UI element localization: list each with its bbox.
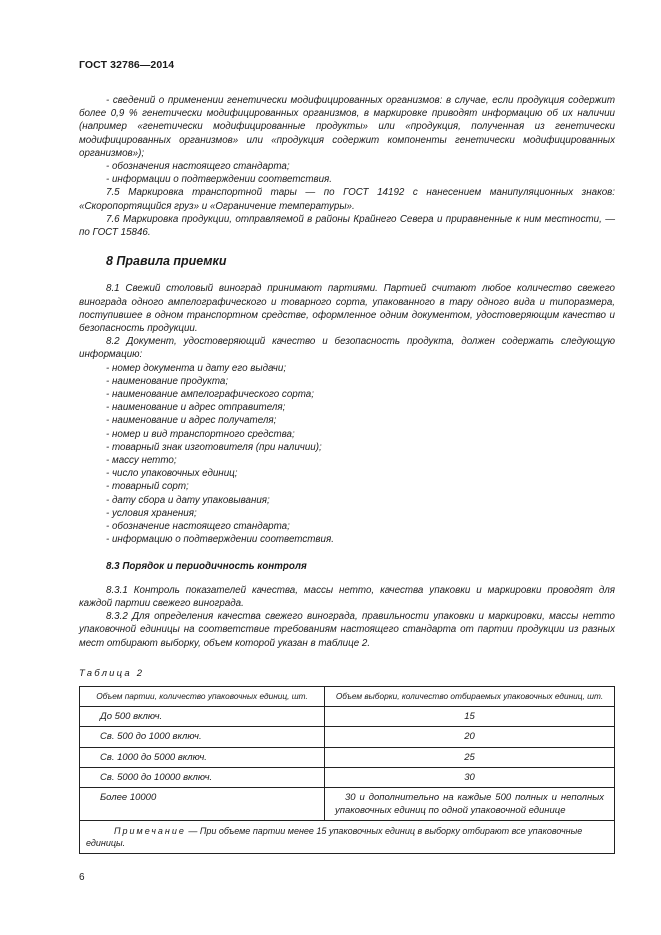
paragraph-8-2: 8.2 Документ, удостоверяющий качество и безопасность продукта, должен содержать следующую информацию: bbox=[79, 336, 615, 361]
paragraph-8-3-2: 8.3.2 Для определения качества свежего винограда, правильности упаковки и маркировки, массы нетто упаковочной единицы на соответствие требованиям настоящего стандарта от партии продукции из разных мест отбирают выборку, объем которой указан в таблице 2. bbox=[79, 611, 615, 649]
list-item: - информацию о подтверждении соответствия. bbox=[106, 534, 334, 546]
paragraph-7-6: 7.6 Маркировка продукции, отправляемой в районы Крайнего Севера и приравненные к ним местности, — по ГОСТ 15846. bbox=[79, 213, 615, 239]
list-item: - обозначение настоящего стандарта; bbox=[106, 521, 290, 533]
list-item: - наименование и адрес отправителя; bbox=[106, 402, 286, 414]
table-note-row bbox=[80, 821, 615, 854]
list-item: - обозначения настоящего стандарта; bbox=[106, 161, 290, 173]
table-cell-lot: До 500 включ. bbox=[80, 707, 325, 727]
table-caption: Таблица 2 bbox=[79, 667, 145, 679]
page-content bbox=[79, 94, 615, 854]
list-item: - номер документа и дату его выдачи; bbox=[106, 362, 287, 374]
note-label: Примечание bbox=[114, 826, 186, 837]
list-item: - наименование ампелографического сорта; bbox=[106, 389, 314, 401]
list-item: - массу нетто; bbox=[106, 455, 177, 467]
table-row bbox=[80, 787, 615, 820]
table-cell-sample: 30 и дополнительно на каждые 500 полных и неполных упаковочных единиц по одной упаковочной единице bbox=[325, 787, 615, 820]
list-item: - товарный знак изготовителя (при наличии); bbox=[106, 441, 322, 453]
sampling-table bbox=[79, 686, 615, 854]
list-item: - наименование и адрес получателя; bbox=[106, 415, 277, 427]
list-item: - число упаковочных единиц; bbox=[106, 468, 238, 480]
subsection-8-3-heading: 8.3 Порядок и периодичность контроля bbox=[106, 560, 307, 572]
table-cell-lot: Св. 1000 до 5000 включ. bbox=[80, 747, 325, 767]
paragraph-gmo: - сведений о применении генетически модифицированных организмов: в случае, если продукция содержит более 0,9 % генетически модифицированных организмов, в маркировке приводят информацию об их наличии (например «генетически модифицированные продукты» или «продукция, полученная из генетически модифицированных организмов» или «продукция содержит компоненты генетически модифицированных организмов»); bbox=[79, 95, 615, 159]
table-note bbox=[80, 821, 615, 854]
paragraph-8-1: 8.1 Свежий столовый виноград принимают партиями. Партией считают любое количество свежего винограда одного ампелографического и товарного сорта, упакованного в тару одного вида и типоразмера, поступившее в одном транспортном средстве, оформленное одним документом, удостоверяющим качество и безопасность продукции. bbox=[79, 283, 615, 335]
table-cell-sample: 20 bbox=[325, 727, 615, 747]
table-cell-lot: Более 10000 bbox=[80, 787, 325, 820]
document-header: ГОСТ 32786—2014 bbox=[79, 59, 175, 71]
document-info-list bbox=[79, 362, 615, 547]
table-header-row bbox=[80, 686, 615, 706]
table-cell-sample: 15 bbox=[325, 707, 615, 727]
note-text: — При объеме партии менее 15 упаковочных единиц в выборку отбирают все упаковочные единицы. bbox=[86, 826, 583, 849]
list-item: - условия хранения; bbox=[106, 507, 197, 519]
table-row bbox=[80, 727, 615, 747]
table-cell-sample: 30 bbox=[325, 767, 615, 787]
table-row bbox=[80, 767, 615, 787]
table-cell-lot: Св. 5000 до 10000 включ. bbox=[80, 767, 325, 787]
list-item: - наименование продукта; bbox=[106, 375, 229, 387]
table-cell-lot: Св. 500 до 1000 включ. bbox=[80, 727, 325, 747]
table-row bbox=[80, 747, 615, 767]
list-item: - дату сбора и дату упаковывания; bbox=[106, 494, 270, 506]
table-header-cell: Объем выборки, количество отбираемых упаковочных единиц, шт. bbox=[325, 686, 615, 706]
list-item: - товарный сорт; bbox=[106, 481, 189, 493]
table-header-cell: Объем партии, количество упаковочных единиц, шт. bbox=[80, 686, 325, 706]
section-8-heading: 8 Правила приемки bbox=[106, 254, 227, 269]
list-item: - номер и вид транспортного средства; bbox=[106, 428, 295, 440]
list-item: - информации о подтверждении соответствия. bbox=[106, 174, 332, 186]
page-number: 6 bbox=[79, 872, 85, 883]
table-row bbox=[80, 707, 615, 727]
paragraph-7-5: 7.5 Маркировка транспортной тары — по ГОСТ 14192 с нанесением манипуляционных знаков: «Скоропортящийся груз» и «Ограничение температуры». bbox=[79, 187, 615, 212]
table-cell-sample: 25 bbox=[325, 747, 615, 767]
paragraph-8-3-1: 8.3.1 Контроль показателей качества, массы нетто, качества упаковки и маркировки проводят для каждой партии свежего винограда. bbox=[79, 584, 615, 609]
